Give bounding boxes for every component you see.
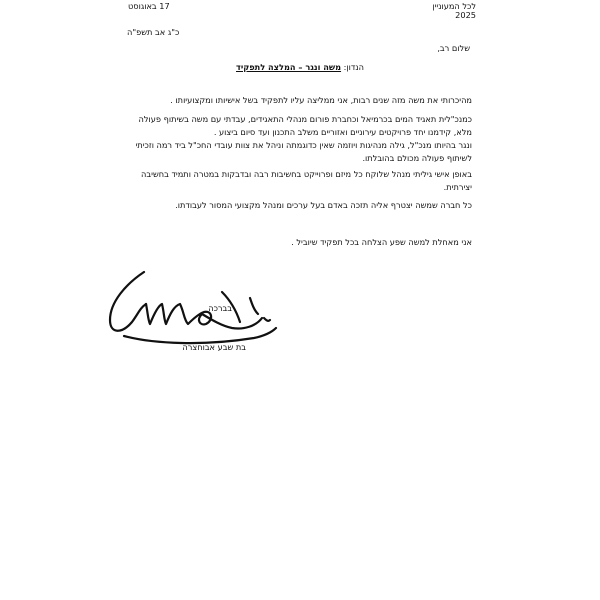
subject-text: משה ונגר – המלצה לתפקיד bbox=[236, 62, 342, 72]
handwritten-signature bbox=[104, 262, 284, 352]
greeting: שלום רב, bbox=[437, 43, 470, 53]
closing-wish: אני מאחלת למשה שפע הצלחה בכל תפקיד שיוביל . bbox=[291, 237, 472, 247]
paragraph-3: ונגר בהיותו מנכ"ל, גילה מנהיגות ויוזמה שאין כדוגמתה וניהל את צוות עובדי החכ"ל ביד רמה וזכיתי לשיתוף פעולה מכולם בהובלתו. bbox=[135, 140, 472, 163]
paragraph-4: באופן אישי גיליתי מנהל שלוקח כל מיזם ופרוייקט בחשיבות רבה ובדבקות במטרה ותמיד בחשיבה יצירתית. bbox=[141, 169, 472, 192]
subject-prefix: הנדון: bbox=[343, 62, 364, 72]
recipient-line: לכל המעוניין bbox=[432, 1, 476, 11]
paragraph-1: מהיכרותי את משה מזה שנים רבות, אני ממליצה עליו לתפקיד בשל אישיותו ומקצועיותו . bbox=[170, 95, 472, 105]
signer-name: בת שבע אבוחצרה bbox=[182, 342, 246, 352]
date-hebrew: כ"ג אב תשפ"ה bbox=[127, 27, 180, 37]
sign-off: בברכה bbox=[208, 303, 232, 313]
subject-line bbox=[0, 62, 600, 72]
recipient-year: 2025 bbox=[455, 10, 476, 20]
paragraph-2: כמנכ"לית תאגיד המים בכרמיאל וכחברת פורום מנהלי התאגידים, עבדתי עם משה בשיתוף פעולה מלא, קידמנו יחד פרויקטים עירוניים ואזוריים משלב התכנון ועד סיום ביצוע . bbox=[138, 114, 472, 137]
paragraph-5: כל חברה שמשה יצטרף אליה תזכה באדם בעל ערכים ומנהל מקצועי המסור לעבודתו. bbox=[175, 200, 472, 210]
date-gregorian: 17 באוגוסט bbox=[128, 1, 170, 11]
